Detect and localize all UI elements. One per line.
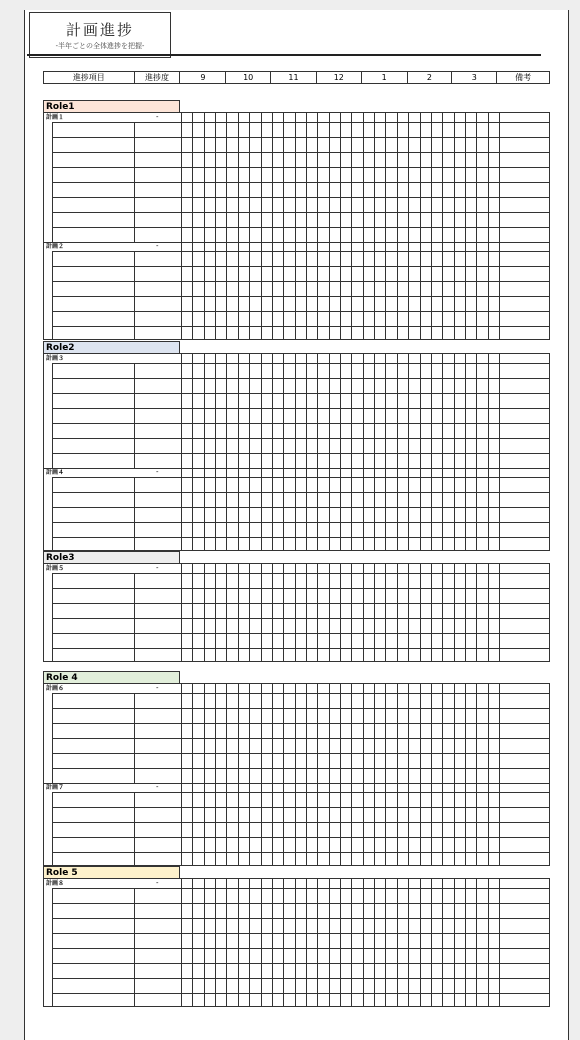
grid-line [465,113,466,339]
grid-line [363,564,364,661]
grid-line [363,113,364,339]
row-line [52,122,549,123]
header-notes: 備考 [515,73,532,82]
grid-line [351,564,352,661]
grid-line [204,113,205,339]
grid-line [283,564,284,661]
grid-line [204,564,205,661]
grid-line [397,113,398,339]
row-line [52,603,549,604]
grid-line [420,564,421,661]
grid-line [272,354,273,550]
grid-line [499,564,500,661]
grid-line [215,879,216,1006]
plan-label: 計画７ [46,784,65,791]
role-table [43,353,550,551]
grid-line [261,354,262,550]
grid-line [488,879,489,1006]
grid-line [420,113,421,339]
grid-line [454,354,455,550]
row-line [52,227,549,228]
grid-line [408,564,409,661]
grid-line [192,879,193,1006]
grid-line [499,113,500,339]
grid-line [476,879,477,1006]
grid-line [181,564,182,661]
row-line [52,993,549,994]
plan-label: 計画６ [46,685,65,692]
grid-line [329,354,330,550]
header-progress: 進捗度 [135,72,181,83]
grid-line [192,113,193,339]
row-line [52,807,549,808]
row-line [52,792,549,793]
grid-line [499,354,500,550]
row-line [52,537,549,538]
grid-line [431,354,432,550]
row-line [52,978,549,979]
row-line [52,933,549,934]
page-subtitle: -半年ごとの全体進捗を把握- [55,42,145,50]
role-table [43,563,550,662]
grid-line [238,113,239,339]
row-line [52,723,549,724]
row-line [52,477,549,478]
grid-line [261,564,262,661]
grid-line [442,879,443,1006]
grid-line [215,564,216,661]
grid-line [476,113,477,339]
grid-line [272,113,273,339]
row-line [52,753,549,754]
grid-line [408,879,409,1006]
grid-line [272,564,273,661]
role-label: Role 5 [43,866,180,879]
row-line [52,152,549,153]
grid-line [374,879,375,1006]
grid-line [204,879,205,1006]
row-line [52,918,549,919]
grid-line [306,879,307,1006]
grid-line [454,564,455,661]
row-line [52,281,549,282]
row-line [52,738,549,739]
grid-line [431,564,432,661]
grid-line [192,354,193,550]
grid-line [329,564,330,661]
row-line [52,266,549,267]
plan-dash: - [156,242,159,250]
grid-line [340,564,341,661]
row-line [52,588,549,589]
grid-line [295,879,296,1006]
grid-line [249,354,250,550]
role-label: Role2 [43,341,180,354]
grid-line [340,113,341,339]
plan-label: 計画８ [46,880,65,887]
grid-line [340,879,341,1006]
row-line [52,167,549,168]
grid-line [397,564,398,661]
row-line [44,783,549,784]
grid-line [272,879,273,1006]
grid-line [465,354,466,550]
row-line [52,573,549,574]
row-line [52,522,549,523]
row-line [52,423,549,424]
grid-line [249,879,250,1006]
grid-line [351,879,352,1006]
schedule-sheet [24,10,569,1040]
row-line [52,197,549,198]
plan-label: 計画５ [46,565,65,572]
grid-line [295,564,296,661]
item-split-line [134,792,135,866]
role-label: Role3 [43,551,180,564]
grid-line [226,113,227,339]
grid-line [192,564,193,661]
row-line [52,363,549,364]
plan-dash: - [156,783,159,791]
grid-line [454,879,455,1006]
plan-dash: - [156,879,159,887]
grid-line [431,113,432,339]
role-table [43,878,550,1007]
grid-line [499,879,500,1006]
row-line [52,963,549,964]
grid-line [226,564,227,661]
row-line [52,492,549,493]
grid-line [317,564,318,661]
grid-line [317,113,318,339]
grid-line [306,564,307,661]
grid-line [283,879,284,1006]
grid-line [465,564,466,661]
grid-line [204,354,205,550]
grid-line [215,354,216,550]
grid-line [454,113,455,339]
row-line [52,212,549,213]
grid-line [488,564,489,661]
header-month-10: 10 [226,72,271,83]
row-line [52,438,549,439]
header-month-12: 12 [317,72,362,83]
row-line [44,242,549,243]
grid-line [408,113,409,339]
row-line [52,393,549,394]
grid-line [420,354,421,550]
plan-dash: - [156,564,159,572]
grid-line [306,113,307,339]
grid-line [385,354,386,550]
plan-dash: - [156,113,159,121]
row-line [52,837,549,838]
header-month-3: 3 [452,72,497,83]
row-line [52,768,549,769]
row-line [52,137,549,138]
grid-line [374,113,375,339]
plan-dash: - [156,468,159,476]
grid-line [329,113,330,339]
grid-line [363,354,364,550]
plan-label: 計画１ [46,114,65,121]
row-line [52,296,549,297]
row-line [52,453,549,454]
grid-line [408,354,409,550]
grid-line [385,113,386,339]
grid-line [363,879,364,1006]
column-header-row [43,71,550,84]
row-line [52,378,549,379]
row-line [52,618,549,619]
row-line [52,408,549,409]
header-month-2: 2 [408,72,453,83]
grid-line [397,354,398,550]
grid-line [385,879,386,1006]
grid-line [476,354,477,550]
item-left-line [52,792,53,866]
row-line [52,708,549,709]
grid-line [283,354,284,550]
grid-line [465,879,466,1006]
grid-line [181,113,182,339]
grid-line [351,113,352,339]
grid-line [351,354,352,550]
grid-line [295,113,296,339]
grid-line [283,113,284,339]
grid-line [488,354,489,550]
row-line [52,311,549,312]
row-line [52,182,549,183]
grid-line [385,564,386,661]
grid-line [249,113,250,339]
grid-line [249,564,250,661]
grid-line [295,354,296,550]
grid-line [226,354,227,550]
grid-line [431,879,432,1006]
item-split-line [134,477,135,551]
grid-line [317,354,318,550]
title-box [29,12,171,58]
row-line [52,326,549,327]
grid-line [238,564,239,661]
role-table [43,112,550,340]
grid-line [442,564,443,661]
grid-line [181,879,182,1006]
grid-line [226,879,227,1006]
row-line [52,648,549,649]
grid-line [181,354,182,550]
plan-label: 計画２ [46,243,65,250]
grid-line [374,354,375,550]
row-line [52,888,549,889]
header-month-1: 1 [362,72,408,83]
row-line [52,903,549,904]
plan-dash: - [156,684,159,692]
header-item: 進捗項目 [44,72,135,83]
row-line [52,852,549,853]
row-line [52,251,549,252]
grid-line [488,113,489,339]
row-line [52,633,549,634]
row-line [52,948,549,949]
row-line [52,822,549,823]
title-underline [27,54,541,56]
grid-line [340,354,341,550]
row-line [52,693,549,694]
row-line [44,468,549,469]
header-month-9: 9 [180,72,226,83]
role-label: Role1 [43,100,180,113]
plan-label: 計画３ [46,355,65,362]
plan-label: 計画４ [46,469,65,476]
item-left-line [52,477,53,551]
grid-line [238,354,239,550]
role-label: Role 4 [43,671,180,684]
header-month-11: 11 [271,72,317,83]
grid-line [420,879,421,1006]
grid-line [238,879,239,1006]
grid-line [261,113,262,339]
row-line [52,507,549,508]
page-title: 計画進捗 [65,21,134,39]
role-table [43,683,550,866]
grid-line [306,354,307,550]
grid-line [476,564,477,661]
grid-line [397,879,398,1006]
grid-line [215,113,216,339]
grid-line [442,113,443,339]
grid-line [261,879,262,1006]
grid-line [317,879,318,1006]
grid-line [374,564,375,661]
grid-line [442,354,443,550]
grid-line [329,879,330,1006]
